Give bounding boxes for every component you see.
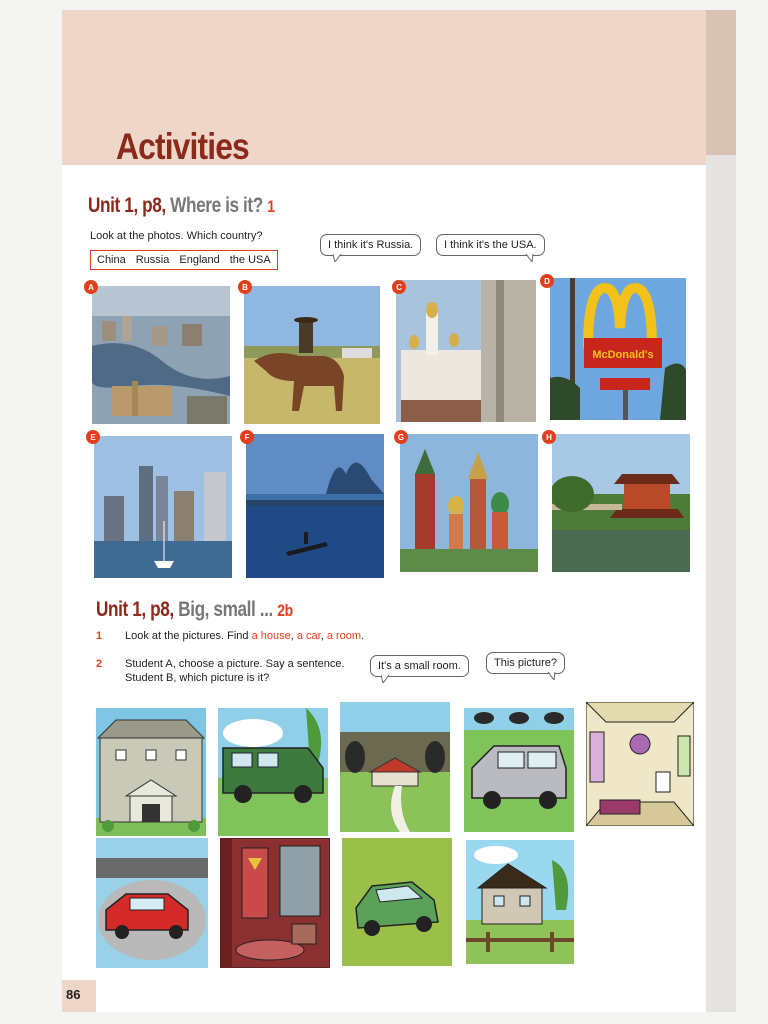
photo-mcdonalds[interactable] [550,278,686,420]
bubble-tail-icon [524,254,534,262]
moscow-kremlin-towers-icon [396,280,536,422]
photo-badge-h: H [542,430,556,444]
bubble-text: This picture? [494,657,557,669]
word-a-house: a house [251,630,291,642]
instruction-item-1 [96,630,496,644]
small-car-green-icon [342,838,452,966]
word-usa: the USA [229,254,271,266]
period: . [361,630,365,642]
photo-badge-a: A [84,280,98,294]
picture-big-room[interactable] [586,702,694,826]
photo-moscow-kremlin[interactable] [396,280,536,422]
section-2-title: Big, small ... [178,598,273,621]
country-word-box [90,250,278,270]
section-2-number: 2b [277,601,293,620]
instruction-item-2 [96,658,396,688]
bubble-tail-icon [333,254,343,262]
section-1-unit: Unit 1, p8, [88,194,166,217]
section-2-heading [96,598,293,622]
small-house-landscape-icon [340,702,450,832]
section-1-instruction: Look at the photos. Which country? [90,230,263,242]
bubble-tail-icon [381,675,391,683]
word-russia: Russia [135,254,170,266]
word-a-room: a room [326,630,362,642]
picture-big-car[interactable] [218,708,328,836]
photo-cowboy[interactable] [244,286,380,424]
speech-bubble-russia [320,234,421,256]
item-number: 2 [96,658,103,670]
comma: , [290,630,297,642]
cowboy-on-horse-icon [244,286,380,424]
photo-chinese-pagoda[interactable] [552,434,690,572]
small-room-icon [220,838,330,968]
section-1-number: 1 [267,197,275,216]
item-number: 1 [96,630,103,642]
big-room-icon [586,702,694,826]
picture-small-house[interactable] [466,840,574,964]
bubble-tail-icon [546,672,556,680]
word-china: China [97,254,126,266]
photo-badge-e: E [86,430,100,444]
photo-st-basils[interactable] [400,434,538,572]
item-text-start: Look at the pictures. Find [125,630,252,642]
item-text [125,630,364,642]
section-1-title: Where is it? [170,194,263,217]
mcdonalds-logo-text: McDonald's [592,349,654,361]
london-cityscape-icon [92,286,230,424]
photo-badge-f: F [240,430,254,444]
page-edge-shadow-top [706,10,736,155]
speech-bubble-this-picture [486,652,565,674]
textbook-page [62,10,706,1012]
photo-london[interactable] [92,286,230,424]
bubble-text: I think it's Russia. [328,239,414,251]
page-edge-shadow [706,10,736,1012]
page-number: 86 [66,987,81,1002]
photo-boston[interactable] [94,436,232,578]
mcdonalds-sign-icon [550,278,686,420]
photo-badge-g: G [394,430,408,444]
comma: , [320,630,327,642]
guilin-river-fisherman-icon [246,434,384,578]
picture-small-green-car[interactable] [342,838,452,966]
item-text-line1: Student A, choose a picture. Say a sentence. [125,658,345,670]
small-car-red-icon [96,838,208,968]
bubble-text: It's a small room. [378,660,461,672]
speech-bubble-usa [436,234,545,256]
picture-small-house-landscape[interactable] [340,702,450,832]
small-house-icon [466,840,574,964]
picture-small-red-car[interactable] [96,838,208,968]
section-1-heading [88,194,275,218]
picture-big-house[interactable] [96,708,206,836]
word-england: England [179,254,220,266]
st-basils-cathedral-icon [400,434,538,572]
item-text-line2: Student B, which picture is it? [125,672,270,684]
big-house-icon [96,708,206,836]
big-car-icon [218,708,328,836]
chinese-pagoda-garden-icon [552,434,690,572]
page-title: Activities [116,126,249,167]
photo-badge-c: C [392,280,406,294]
bubble-text: I think it's the USA. [444,239,537,251]
speech-bubble-small-room [370,655,469,677]
word-a-car: a car [296,630,321,642]
photo-badge-b: B [238,280,252,294]
photo-badge-d: D [540,274,554,288]
boston-harbor-skyline-icon [94,436,232,578]
photo-guilin-river[interactable] [246,434,384,578]
picture-big-van[interactable] [464,708,574,832]
big-car-van-icon [464,708,574,832]
section-2-unit: Unit 1, p8, [96,598,174,621]
picture-small-room[interactable] [220,838,330,968]
